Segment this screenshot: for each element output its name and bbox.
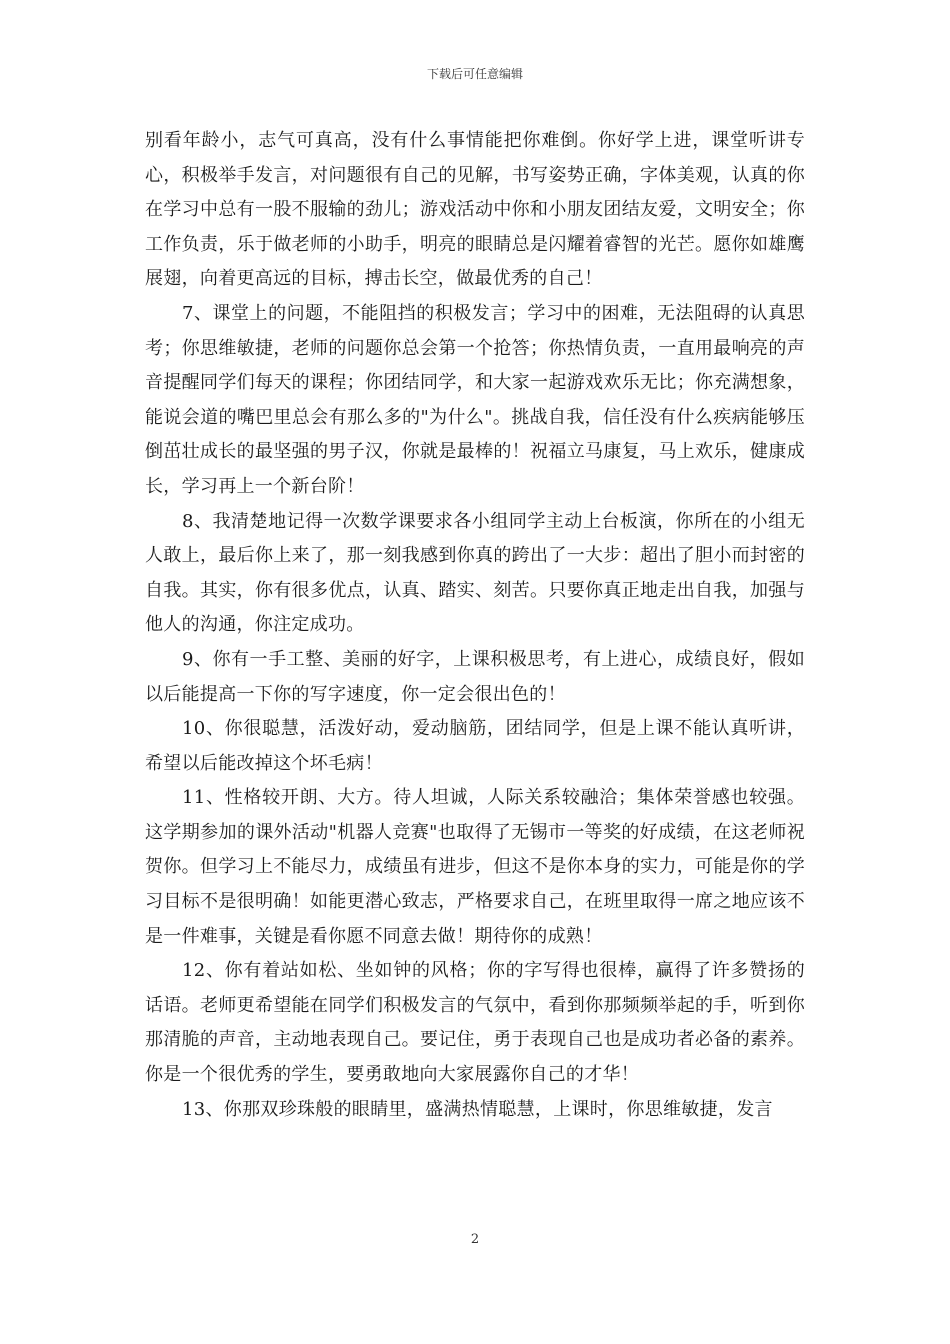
paragraph-comment-9: 9、你有一手工整、美丽的好字，上课积极思考，有上进心，成绩良好，假如以后能提高一下你的写字速度，你一定会很出色的！ bbox=[145, 648, 805, 705]
paragraph-comment-8: 8、我清楚地记得一次数学课要求各小组同学主动上台板演，你所在的小组无人敢上，最后你上来了，那一刻我感到你真的跨出了一大步：超出了胆小而封密的自我。其实，你有很多优点，认真、踏实、刻苦。只要你真正地走出自我，加强与他人的沟通，你注定成功。 bbox=[145, 510, 805, 636]
paragraph-comment-7: 7、课堂上的问题，不能阻挡的积极发言；学习中的困难，无法阻碍的认真思考；你思维敏捷，老师的问题你总会第一个抢答；你热情负责，一直用最响亮的声音提醒同学们每天的课程；你团结同学，和大家一起游戏欢乐无比；你充满想象，能说会道的嘴巴里总会有那么多的"为什么"。挑战自我，信任没有什么疾病能够压倒茁壮成长的最坚强的男子汉，你就是最棒的！祝福立马康复，马上欢乐，健康成长，学习再上一个新台阶！ bbox=[145, 302, 805, 497]
page-number: 2 bbox=[470, 1232, 480, 1247]
paragraph-comment-12: 12、你有着站如松、坐如钟的风格；你的字写得也很棒，赢得了许多赞扬的话语。老师更希望能在同学们积极发言的气氛中，看到你那频频举起的手，听到你那清脆的声音，主动地表现自己。要记住，勇于表现自己也是成功者必备的素养。你是一个很优秀的学生，要勇敢地向大家展露你自己的才华！ bbox=[145, 960, 805, 1086]
page-header: 下载后可任意编辑 bbox=[426, 67, 523, 81]
paragraph-comment-13: 13、你那双珍珠般的眼睛里，盛满热情聪慧，上课时，你思维敏捷，发言 bbox=[182, 1098, 773, 1120]
paragraph-comment-6-continued: 别看年龄小，志气可真高，没有什么事情能把你难倒。你好学上进，课堂听讲专心，积极举手发言，对问题很有自己的见解，书写姿势正确，字体美观，认真的你在学习中总有一股不服输的劲儿；游戏活动中你和小朋友团结友爱，文明安全；你工作负责，乐于做老师的小助手，明亮的眼睛总是闪耀着睿智的光芒。愿你如雄鹰展翅，向着更高远的目标，搏击长空，做最优秀的自己！ bbox=[145, 130, 805, 290]
paragraph-comment-10: 10、你很聪慧，活泼好动，爱动脑筋，团结同学，但是上课不能认真听讲，希望以后能改掉这个坏毛病！ bbox=[145, 718, 805, 774]
paragraph-comment-11: 11、性格较开朗、大方。待人坦诚，人际关系较融洽；集体荣誉感也较强。这学期参加的课外活动"机器人竞赛"也取得了无锡市一等奖的好成绩，在这老师祝贺你。但学习上不能尽力，成绩虽有进步，但这不是你本身的实力，可能是你的学习目标不是很明确！如能更潜心致志，严格要求自己，在班里取得一席之地应该不是一件难事，关键是看你愿不同意去做！期待你的成熟！ bbox=[145, 787, 805, 947]
document-body bbox=[145, 124, 805, 1127]
